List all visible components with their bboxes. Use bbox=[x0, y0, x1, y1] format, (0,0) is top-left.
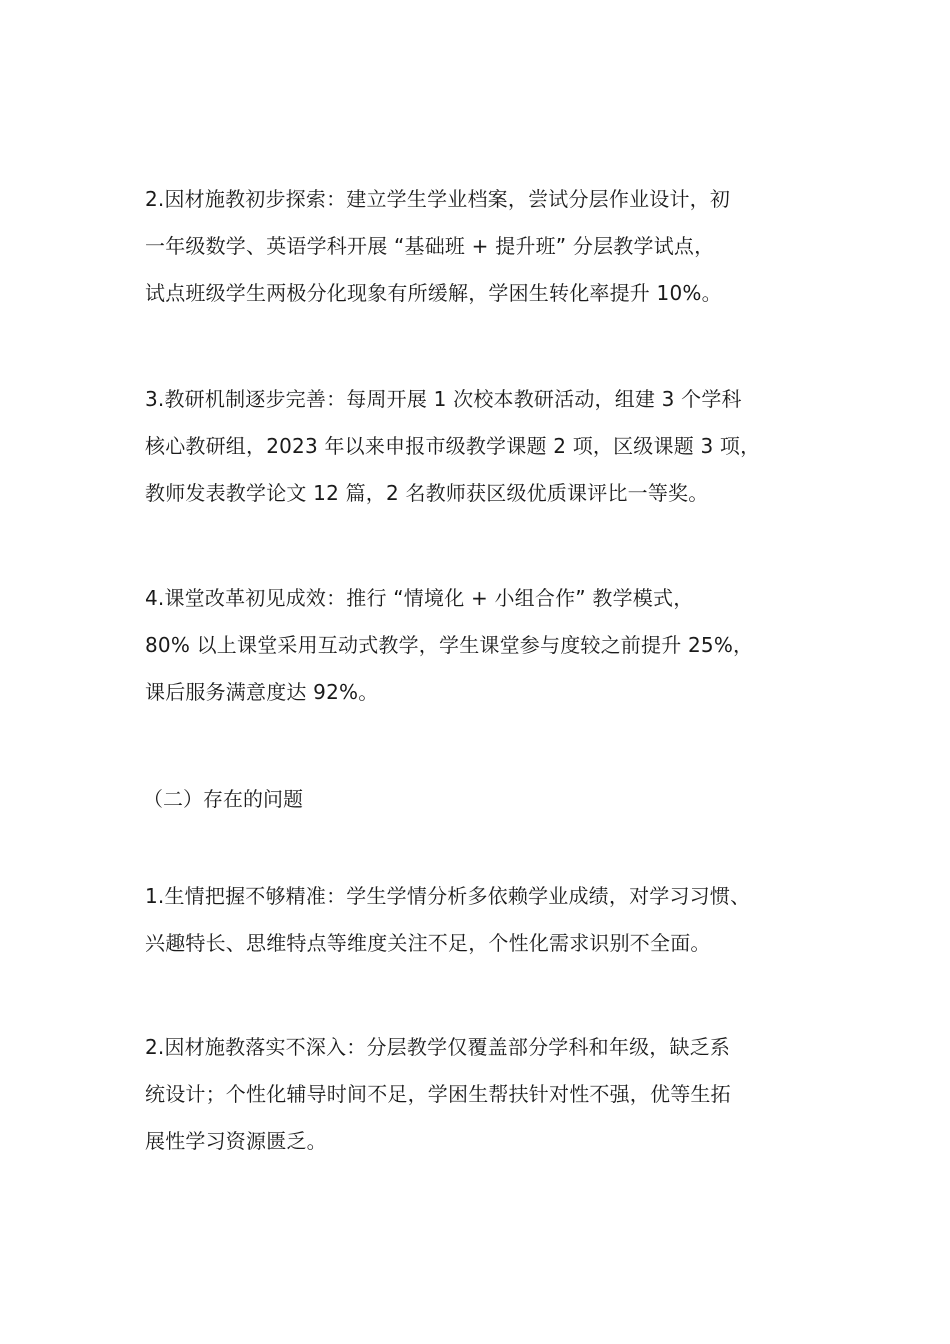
paragraph-problem-2 bbox=[145, 1024, 835, 1165]
text-line: 展性学习资源匮乏。 bbox=[145, 1129, 327, 1153]
text-line: 4.课堂改革初见成效：推行 “情境化 + 小组合作” 教学模式， bbox=[145, 586, 694, 610]
paragraph-teaching-research bbox=[145, 376, 835, 517]
text-line: 统设计；个性化辅导时间不足，学困生帮扶针对性不强，优等生拓 bbox=[145, 1082, 731, 1106]
paragraph-classroom-reform bbox=[145, 575, 835, 716]
text-line: 兴趣特长、思维特点等维度关注不足，个性化需求识别不全面。 bbox=[145, 931, 711, 955]
text-line: 2.因材施教初步探索：建立学生学业档案，尝试分层作业设计，初 bbox=[145, 187, 731, 211]
text-line: 80% 以上课堂采用互动式教学，学生课堂参与度较之前提升 25%， bbox=[145, 633, 754, 657]
text-line: 试点班级学生两极分化现象有所缓解，学困生转化率提升 10%。 bbox=[145, 281, 722, 305]
text-line: 一年级数学、英语学科开展 “基础班 + 提升班” 分层教学试点， bbox=[145, 234, 715, 258]
paragraph-problem-1 bbox=[145, 873, 835, 967]
section-heading: （二）存在的问题 bbox=[143, 787, 303, 811]
text-line: 2.因材施教落实不深入：分层教学仅覆盖部分学科和年级，缺乏系 bbox=[145, 1035, 731, 1059]
text-line: 1.生情把握不够精准：学生学情分析多依赖学业成绩，对学习习惯、 bbox=[145, 884, 751, 908]
text-line: 教师发表教学论文 12 篇，2 名教师获区级优质课评比一等奖。 bbox=[145, 481, 709, 505]
text-line: 课后服务满意度达 92%。 bbox=[145, 680, 379, 704]
paragraph-differentiated-teaching bbox=[145, 176, 835, 317]
text-line: 核心教研组，2023 年以来申报市级教学课题 2 项，区级课题 3 项， bbox=[145, 434, 761, 458]
text-line: 3.教研机制逐步完善：每周开展 1 次校本教研活动，组建 3 个学科 bbox=[145, 387, 742, 411]
